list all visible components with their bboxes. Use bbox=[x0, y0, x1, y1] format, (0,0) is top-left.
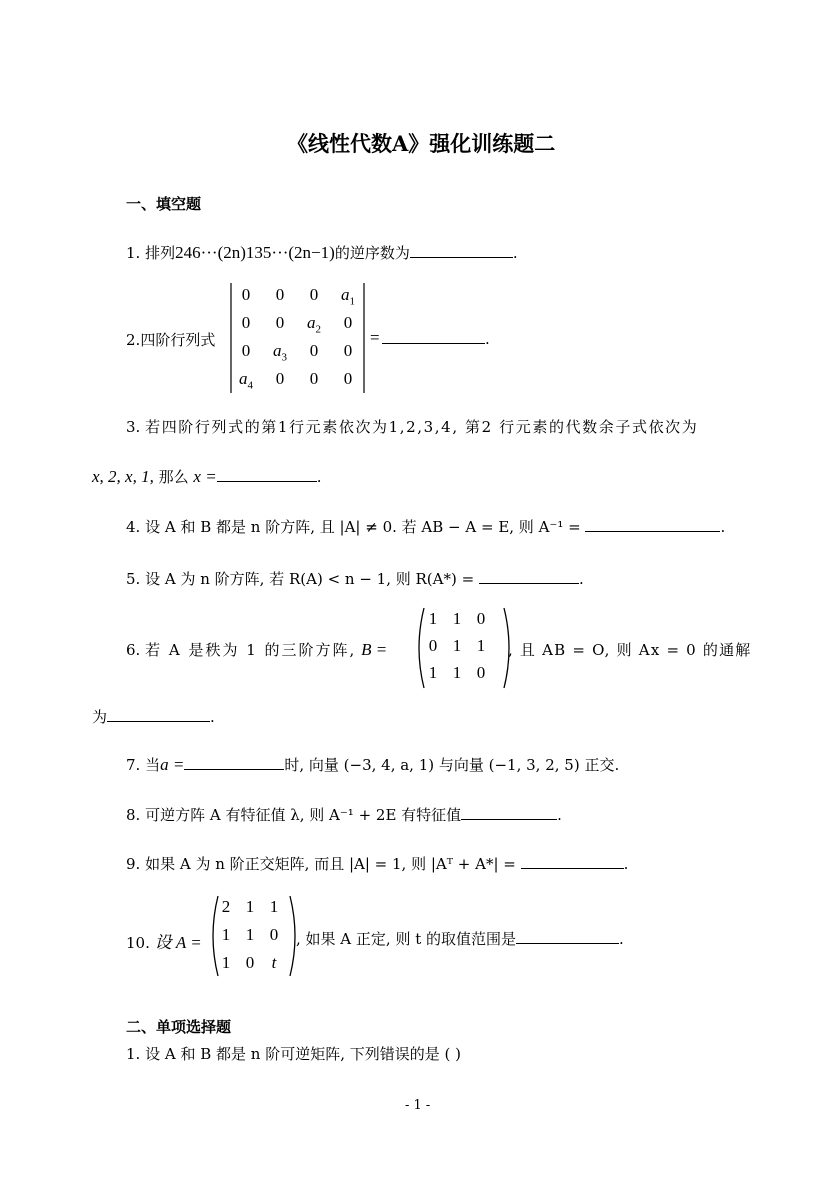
question-7 bbox=[126, 754, 619, 775]
matrix-cell: 1 bbox=[452, 636, 462, 655]
question-number: 5. bbox=[126, 570, 141, 588]
section-heading-fill-in: 一、填空题 bbox=[126, 195, 202, 213]
question-text: x, 2, x, 1, bbox=[92, 467, 154, 486]
question-3-cont: x, 2, x, 1, 那么 x = . bbox=[92, 467, 322, 486]
matrix-cell: 0 bbox=[476, 663, 486, 682]
question-text: 为 bbox=[92, 708, 108, 726]
question-number: 2. bbox=[126, 331, 141, 349]
question-number: 3. bbox=[126, 418, 141, 436]
answer-blank[interactable] bbox=[217, 467, 317, 482]
answer-blank[interactable] bbox=[107, 707, 210, 722]
matrix-cell: $a_2$ bbox=[307, 313, 321, 336]
matrix-name: 设 A = bbox=[154, 933, 202, 952]
matrix-cell: 1 bbox=[221, 925, 231, 944]
matrix-cell: 2 bbox=[221, 897, 231, 916]
question-number: 8. bbox=[126, 806, 141, 824]
page-title: 《线性代数A》强化训练题二 bbox=[287, 131, 556, 156]
question-6-post bbox=[508, 639, 752, 660]
answer-blank[interactable] bbox=[410, 243, 513, 258]
question-number: 10. bbox=[126, 934, 150, 952]
variable-a: a = bbox=[160, 755, 185, 774]
question-number: 4. bbox=[126, 518, 141, 536]
answer-blank[interactable] bbox=[521, 854, 624, 869]
question-text: 时, 向量 (−3, 4, a, 1) 与向量 (−1, 3, 2, 5) 正交. bbox=[284, 756, 620, 774]
matrix-cell: 1 bbox=[476, 636, 486, 655]
question-text: 设 A 和 B 都是 n 阶方阵, 且 |A| ≠ 0. 若 AB − A = E, 则 A⁻¹ = bbox=[145, 518, 581, 536]
answer-blank-wrap: . bbox=[382, 329, 490, 348]
question-text: 当 bbox=[145, 756, 161, 774]
matrix-cell: 0 bbox=[309, 369, 319, 388]
matrix-cell: t bbox=[271, 953, 277, 972]
answer-blank[interactable] bbox=[585, 517, 720, 532]
question-text: 若四阶行列式的第1行元素依次为1,2,3,4, 第2 行元素的代数余子式依次为 bbox=[145, 418, 699, 436]
question-number: 1. bbox=[126, 244, 141, 262]
question-text: 四阶行列式 bbox=[140, 331, 216, 349]
question-9: 9. 如果 A 为 n 阶正交矩阵, 而且 |A| = 1, 则 |Aᵀ + A*| = . bbox=[126, 855, 629, 873]
matrix-cell: $a_1$ bbox=[341, 285, 355, 308]
choice-question-1 bbox=[126, 1043, 461, 1064]
matrix-cell: 1 bbox=[245, 897, 255, 916]
matrix-cell: 0 bbox=[269, 925, 279, 944]
question-6 bbox=[126, 639, 387, 660]
question-text: 设 A 为 n 阶方阵, 若 R(A) < n − 1, 则 R(A*) = bbox=[145, 570, 475, 588]
matrix-cell: 0 bbox=[275, 369, 285, 388]
question-1: 1. 排列246···(2n)135···(2n−1)的逆序数为 . bbox=[126, 243, 518, 262]
equals-sign: = bbox=[370, 328, 380, 347]
matrix-cell: 1 bbox=[452, 609, 462, 628]
matrix-cell: 0 bbox=[428, 636, 438, 655]
question-10 bbox=[126, 928, 202, 953]
section-heading-single-choice: 二、单项选择题 bbox=[126, 1018, 232, 1036]
matrix-cell: 0 bbox=[309, 285, 319, 304]
matrix-name: B = bbox=[361, 640, 388, 659]
answer-blank[interactable] bbox=[479, 569, 579, 584]
matrix-cell: 0 bbox=[275, 313, 285, 332]
matrix-cell: 1 bbox=[428, 663, 438, 682]
matrix-cell: 0 bbox=[275, 285, 285, 304]
question-text: 若 A 是秩为 1 的三阶方阵, bbox=[145, 641, 357, 659]
question-8: 8. 可逆方阵 A 有特征值 λ, 则 A⁻¹ + 2E 有特征值 . bbox=[126, 806, 562, 824]
question-text: 排列 bbox=[145, 244, 176, 262]
matrix-cell: 0 bbox=[309, 341, 319, 360]
matrix-cell: $a_4$ bbox=[239, 369, 253, 392]
question-text: , 如果 A 正定, 则 t 的取值范围是 bbox=[296, 930, 517, 948]
matrix-cell: 0 bbox=[343, 341, 353, 360]
question-text: x = bbox=[193, 467, 217, 486]
question-number: 9. bbox=[126, 855, 141, 873]
question-2 bbox=[126, 329, 215, 350]
question-text: , 且 AB = O, 则 Ax = 0 的通解 bbox=[508, 641, 752, 659]
matrix-cell: 0 bbox=[241, 285, 251, 304]
matrix-cell: 1 bbox=[269, 897, 279, 916]
matrix-cell: 0 bbox=[343, 369, 353, 388]
answer-blank[interactable] bbox=[461, 805, 557, 820]
answer-blank[interactable] bbox=[184, 755, 284, 770]
question-5: 5. 设 A 为 n 阶方阵, 若 R(A) < n − 1, 则 R(A*) = . bbox=[126, 570, 584, 588]
question-text: 如果 A 为 n 阶正交矩阵, 而且 |A| = 1, 则 |Aᵀ + A*| = bbox=[145, 855, 516, 873]
permutation-expression: 246···(2n)135···(2n−1) bbox=[175, 243, 335, 262]
question-number: 7. bbox=[126, 756, 141, 774]
question-3 bbox=[126, 416, 698, 437]
question-number: 1. bbox=[126, 1045, 141, 1063]
question-4: 4. 设 A 和 B 都是 n 阶方阵, 且 |A| ≠ 0. 若 AB − A = E, 则 A⁻¹ = . bbox=[126, 518, 726, 536]
matrix-cell: 0 bbox=[241, 313, 251, 332]
matrix-cell: 1 bbox=[428, 609, 438, 628]
matrix-cell: 0 bbox=[245, 953, 255, 972]
matrix-cell: 0 bbox=[241, 341, 251, 360]
matrix-cell: 1 bbox=[452, 663, 462, 682]
question-text: 那么 bbox=[158, 468, 189, 486]
page-number: - 1 - bbox=[405, 1098, 431, 1113]
matrix-cell: 1 bbox=[245, 925, 255, 944]
question-number: 6. bbox=[126, 641, 141, 659]
question-text: 可逆方阵 A 有特征值 λ, 则 A⁻¹ + 2E 有特征值 bbox=[145, 806, 462, 824]
matrix-cell: 0 bbox=[343, 313, 353, 332]
question-10-post: , 如果 A 正定, 则 t 的取值范围是 . bbox=[296, 930, 624, 948]
matrix-cell: $a_3$ bbox=[273, 341, 287, 364]
question-6-cont: 为 . bbox=[92, 708, 215, 726]
question-text: 设 A 和 B 都是 n 阶可逆矩阵, 下列错误的是 ( ) bbox=[145, 1045, 461, 1063]
question-text: 的逆序数为 bbox=[334, 244, 410, 262]
matrix-cell: 0 bbox=[476, 609, 486, 628]
answer-blank[interactable] bbox=[516, 929, 619, 944]
answer-blank[interactable] bbox=[382, 329, 485, 344]
matrix-cell: 1 bbox=[221, 953, 231, 972]
